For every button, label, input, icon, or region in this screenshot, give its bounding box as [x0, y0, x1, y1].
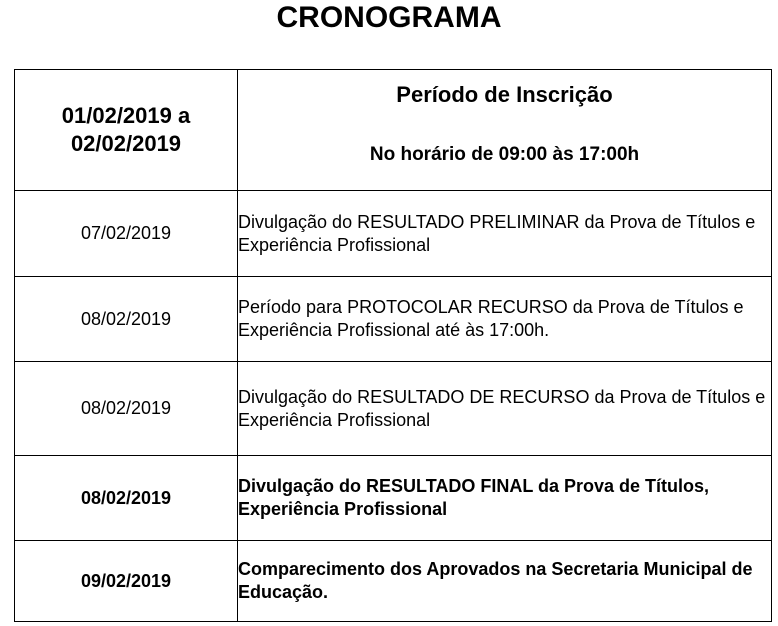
- description-cell: [238, 70, 772, 191]
- description-cell: Divulgação do RESULTADO DE RECURSO da Prova de Títulos e Experiência Profissional: [238, 362, 772, 456]
- registration-heading: Período de Inscrição: [396, 82, 613, 107]
- date-cell: 07/02/2019: [15, 191, 238, 277]
- date-range-end: 02/02/2019: [70, 131, 182, 156]
- table-row: [15, 456, 772, 541]
- description-cell: Período para PROTOCOLAR RECURSO da Prova de Títulos e Experiência Profissional até às 17:00h.: [238, 277, 772, 362]
- table-row: [15, 70, 772, 191]
- table-row: [15, 362, 772, 456]
- description-cell: Comparecimento dos Aprovados na Secretaria Municipal de Educação.: [238, 541, 772, 622]
- date-cell: 08/02/2019: [15, 456, 238, 541]
- registration-hours: No horário de 09:00 às 17:00h: [369, 144, 640, 165]
- date-cell: 09/02/2019: [15, 541, 238, 622]
- date-cell: 08/02/2019: [15, 277, 238, 362]
- date-range-start: 01/02/2019 a: [61, 103, 191, 128]
- table-row: [15, 541, 772, 622]
- date-cell: [15, 70, 238, 191]
- description-cell: Divulgação do RESULTADO PRELIMINAR da Prova de Títulos e Experiência Profissional: [238, 191, 772, 277]
- schedule-table: [14, 69, 772, 622]
- table-row: [15, 277, 772, 362]
- date-cell: 08/02/2019: [15, 362, 238, 456]
- page-title: CRONOGRAMA: [276, 1, 502, 34]
- table-row: [15, 191, 772, 277]
- description-cell: Divulgação do RESULTADO FINAL da Prova de Títulos, Experiência Profissional: [238, 456, 772, 541]
